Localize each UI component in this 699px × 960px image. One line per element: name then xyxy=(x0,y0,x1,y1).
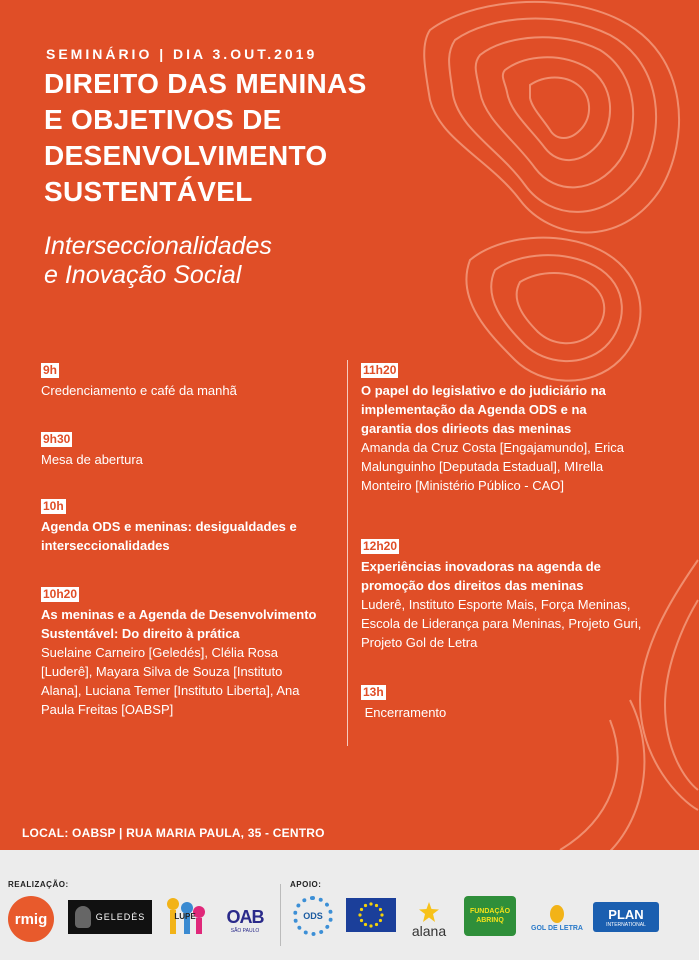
schedule-item-title: As meninas e a Agenda de Desenvolvimento Sustentável: Do direito à prática xyxy=(41,607,317,641)
ods-logo-text: ODS xyxy=(303,911,323,921)
gol-de-letra-figure-icon xyxy=(550,905,564,923)
apoio-label: APOIO: xyxy=(290,880,322,889)
schedule-item xyxy=(41,584,341,719)
geledes-logo xyxy=(68,900,152,934)
event-title-line: E OBJETIVOS DE xyxy=(44,104,282,135)
alana-logo-text: alana xyxy=(411,923,447,939)
schedule-item-desc: Credenciamento e café da manhã xyxy=(41,383,237,398)
lupe-logo-text: LUPE xyxy=(174,911,196,921)
rmig-logo-text: rmig xyxy=(14,910,48,928)
oab-logo xyxy=(220,902,270,938)
event-subtitle-line: Interseccionalidades xyxy=(44,232,272,260)
schedule-item-desc: Amanda da Cruz Costa [Engajamundo], Erica Malunguinho [Deputada Estadual], MIrella Monteiro [Ministério Público - CAO] xyxy=(361,440,625,493)
geledes-logo-text: GELEDÉS xyxy=(95,912,146,922)
oab-logo-text: OAB xyxy=(226,906,264,927)
schedule-item xyxy=(41,496,311,555)
abrinq-logo-text: FUNDAÇÃO ABRINQ xyxy=(469,908,511,924)
plan-logo-subtext: INTERNATIONAL xyxy=(606,921,646,928)
schedule-item xyxy=(41,429,341,469)
schedule-item xyxy=(41,360,341,400)
geledes-face-icon xyxy=(75,906,91,928)
schedule-item-title: Experiências inovadoras na agenda de promoção dos direitos das meninas xyxy=(361,559,601,593)
schedule-item-desc: Luderê, Instituto Esporte Mais, Força Meninas, Escola de Liderança para Meninas, Projeto Guri, Projeto Gol de Letra xyxy=(361,597,642,650)
alana-star-icon xyxy=(418,901,440,923)
eu-stars-icon xyxy=(356,900,386,930)
event-title xyxy=(44,66,404,210)
lupe-logo-label xyxy=(172,910,198,922)
plan-international-logo xyxy=(593,902,659,932)
gol-de-letra-logo-text: GOL DE LETRA xyxy=(531,924,583,932)
gol-de-letra-logo xyxy=(530,896,584,940)
abrinq-logo xyxy=(464,896,516,936)
schedule-item xyxy=(361,536,651,652)
schedule-time-badge: 12h20 xyxy=(363,539,398,553)
schedule-item-desc: Mesa de abertura xyxy=(41,452,143,467)
schedule-time-badge: 13h xyxy=(363,685,384,699)
event-title-line: SUSTENTÁVEL xyxy=(44,176,253,207)
event-subtitle-line: e Inovação Social xyxy=(44,261,242,289)
event-subtitle xyxy=(44,232,272,290)
eu-flag-logo xyxy=(346,898,396,932)
alana-logo xyxy=(405,896,453,944)
schedule-time-badge: 9h30 xyxy=(43,432,71,446)
realizacao-label: REALIZAÇÃO: xyxy=(8,880,69,889)
event-kicker: SEMINÁRIO | DIA 3.OUT.2019 xyxy=(46,46,318,62)
ods-logo xyxy=(293,896,333,936)
schedule-item xyxy=(361,360,646,495)
schedule-time-badge: 10h20 xyxy=(43,587,78,601)
schedule-item xyxy=(361,682,661,722)
column-divider xyxy=(347,360,348,746)
schedule-item-title: Agenda ODS e meninas: desigualdades e interseccionalidades xyxy=(41,519,297,553)
oab-logo-subtext: SÃO PAULO xyxy=(230,927,260,934)
plan-logo-text: PLAN xyxy=(608,906,644,922)
schedule-item-desc: Encerramento xyxy=(361,705,447,720)
schedule-time-badge: 10h xyxy=(43,499,64,513)
schedule-time-badge: 9h xyxy=(43,363,58,377)
event-location: LOCAL: OABSP | RUA MARIA PAULA, 35 - CENTRO xyxy=(22,826,325,840)
schedule-item-title: O papel do legislativo e do judiciário na implementação da Agenda ODS e na garantia dos dirieots das meninas xyxy=(361,383,606,436)
event-title-line: DIREITO DAS MENINAS xyxy=(44,68,367,99)
rmig-logo xyxy=(8,896,54,942)
event-title-line: DESENVOLVIMENTO xyxy=(44,140,328,171)
schedule-item-desc: Suelaine Carneiro [Geledés], Clélia Rosa [Luderê], Mayara Silva de Souza [Instituto Alana], Luciana Temer [Instituto Liberta], Ana Paula Freitas [OABSP] xyxy=(41,645,300,717)
schedule-time-badge: 11h20 xyxy=(363,363,397,377)
footer-divider xyxy=(280,884,281,946)
sponsors-footer xyxy=(0,850,699,960)
